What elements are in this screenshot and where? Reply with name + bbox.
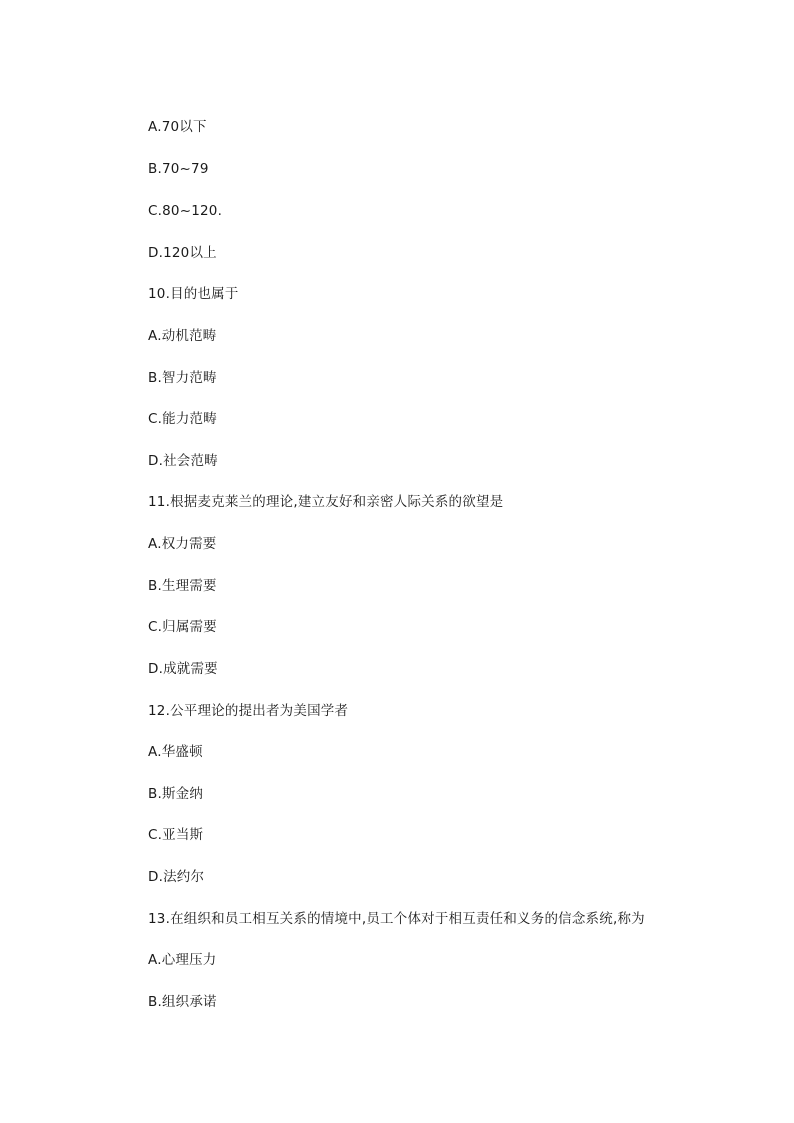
option-d: D.120以上 (148, 245, 217, 261)
option-a: A.动机范畴 (148, 328, 217, 344)
question-10: 10.目的也属于 (148, 286, 239, 302)
option-d: D.法约尔 (148, 869, 205, 885)
option-d: D.成就需要 (148, 661, 218, 677)
question-11: 11.根据麦克莱兰的理论,建立友好和亲密人际关系的欲望是 (148, 494, 504, 510)
option-c: C.80~120. (148, 203, 223, 219)
option-b: B.智力范畴 (148, 370, 217, 386)
option-c: C.归属需要 (148, 619, 217, 635)
option-b: B.组织承诺 (148, 994, 217, 1010)
option-c: C.亚当斯 (148, 827, 204, 843)
option-a: A.华盛顿 (148, 744, 203, 760)
option-c: C.能力范畴 (148, 411, 217, 427)
option-b: B.70~79 (148, 161, 209, 177)
question-13: 13.在组织和员工相互关系的情境中,员工个体对于相互责任和义务的信念系统,称为 (148, 911, 645, 927)
option-d: D.社会范畴 (148, 453, 218, 469)
option-a: A.70以下 (148, 119, 207, 135)
option-b: B.生理需要 (148, 578, 217, 594)
option-a: A.权力需要 (148, 536, 217, 552)
option-b: B.斯金纳 (148, 786, 204, 802)
option-a: A.心理压力 (148, 952, 217, 968)
question-12: 12.公平理论的提出者为美国学者 (148, 703, 349, 719)
